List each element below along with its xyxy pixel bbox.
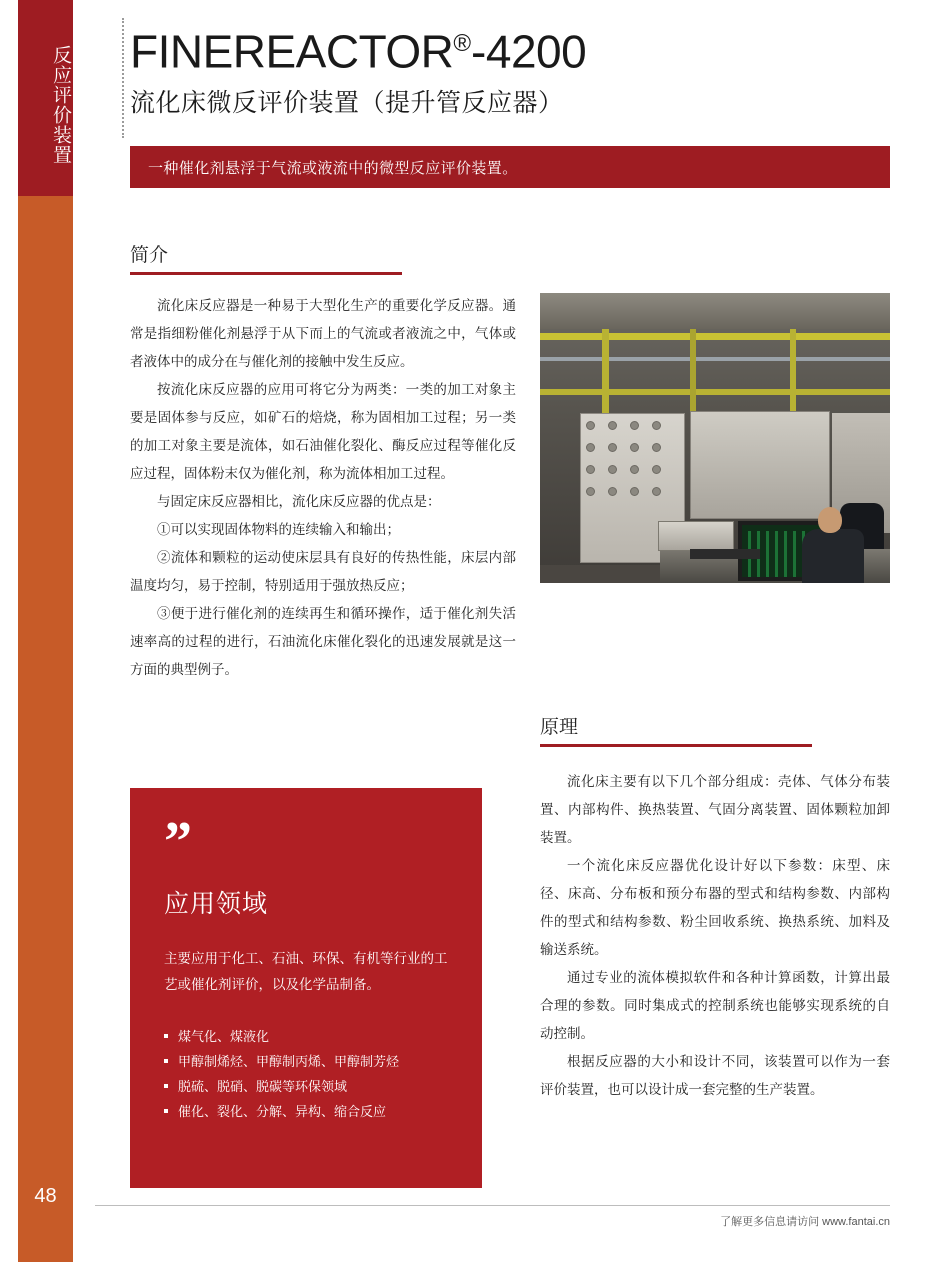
list-item: 脱硫、脱硝、脱碳等环保领域 (164, 1074, 452, 1099)
page-number: 48 (34, 1185, 57, 1207)
application-title: 应用领域 (164, 890, 269, 918)
registered-mark: ® (453, 30, 472, 57)
photo-operator-head (818, 507, 842, 533)
principle-body (540, 768, 890, 1104)
footer-text: 了解更多信息请访问 www.fantai.cn (720, 1216, 890, 1228)
application-description: 主要应用于化工、石油、环保、有机等行业的工艺或催化剂评价，以及化学品制备。 (164, 951, 448, 992)
principle-paragraph: 流化床主要有以下几个部分组成：壳体、气体分布装置、内部构件、换热装置、气固分离装置、固体颗粒加卸装置。 (540, 774, 890, 845)
photo-pipe-yellow-upper (540, 333, 890, 340)
intro-body (130, 292, 516, 684)
intro-paragraph: ②流体和颗粒的运动使床层具有良好的传热性能，床层内部温度均匀，易于控制，特别适用于强放热反应； (130, 550, 516, 593)
list-item: 煤气化、煤液化 (164, 1024, 452, 1049)
application-box (130, 788, 482, 1188)
photo-pipe-gray (540, 357, 890, 361)
application-list (164, 1024, 452, 1124)
intro-heading: 简介 (130, 245, 169, 266)
photo-instrument-rack (690, 411, 830, 519)
header (130, 18, 890, 119)
dotted-divider (122, 18, 124, 138)
control-room-photo (540, 293, 890, 583)
footer-divider (95, 1205, 890, 1206)
principle-heading-rule (540, 744, 812, 747)
principle-paragraph: 根据反应器的大小和设计不同，该装置可以作为一套评价装置，也可以设计成一套完整的生产装置。 (540, 1054, 890, 1097)
page-subtitle: 流化床微反评价装置（提升管反应器） (130, 89, 564, 118)
principle-paragraph: 通过专业的流体模拟软件和各种计算函数，计算出最合理的参数。同时集成式的控制系统也能够实现系统的自动控制。 (540, 970, 890, 1041)
page-title (130, 18, 890, 77)
intro-paragraph: 按流化床反应器的应用可将它分为两类：一类的加工对象主要是固体参与反应，如矿石的焙烧，称为固相加工过程；另一类的加工对象主要是流体，如石油催化裂化、酶反应过程等催化反应过程，固体粉末仅为催化剂，称为流体相加工过程。 (130, 382, 516, 481)
intro-paragraph: 与固定床反应器相比，流化床反应器的优点是： (157, 494, 441, 509)
principle-paragraph: 一个流化床反应器优化设计好以下参数：床型、床径、床高、分布板和预分布器的型式和结构参数、内部构件的型式和结构参数、粉尘回收系统、换热系统、加料及输送系统。 (540, 858, 890, 957)
quote-mark-icon: ” (164, 811, 189, 873)
intro-paragraph: ③便于进行催化剂的连续再生和循环操作，适于催化剂失活速率高的过程的进行，石油流化床催化裂化的迅速发展就是这一方面的典型例子。 (130, 606, 516, 677)
intro-paragraph: ①可以实现固体物料的连续输入和输出； (157, 522, 400, 537)
photo-panel-dials (586, 421, 678, 513)
sidebar-vertical-title: 反应评价装置 (50, 45, 71, 165)
photo-pipe-yellow-lower (540, 389, 890, 395)
highlight-banner: 一种催化剂悬浮于气流或液流中的微型反应评价装置。 (130, 146, 890, 188)
list-item: 催化、裂化、分解、异构、缩合反应 (164, 1099, 452, 1124)
title-model-text: -4200 (471, 25, 587, 78)
list-item: 甲醇制烯烃、甲醇制丙烯、甲醇制芳烃 (164, 1049, 452, 1074)
photo-ceiling (540, 293, 890, 329)
intro-paragraph: 流化床反应器是一种易于大型化生产的重要化学反应器。通常是指细粉催化剂悬浮于从下而上的气流或者液流之中，气体或者液体中的成分在与催化剂的接触中发生反应。 (130, 298, 516, 369)
photo-equipment-box (658, 521, 734, 551)
photo-operator-body (802, 529, 864, 583)
principle-heading: 原理 (540, 717, 579, 738)
intro-heading-rule (130, 272, 402, 275)
title-main-text: FINEREACTOR (130, 25, 454, 78)
photo-keyboard (690, 549, 760, 559)
